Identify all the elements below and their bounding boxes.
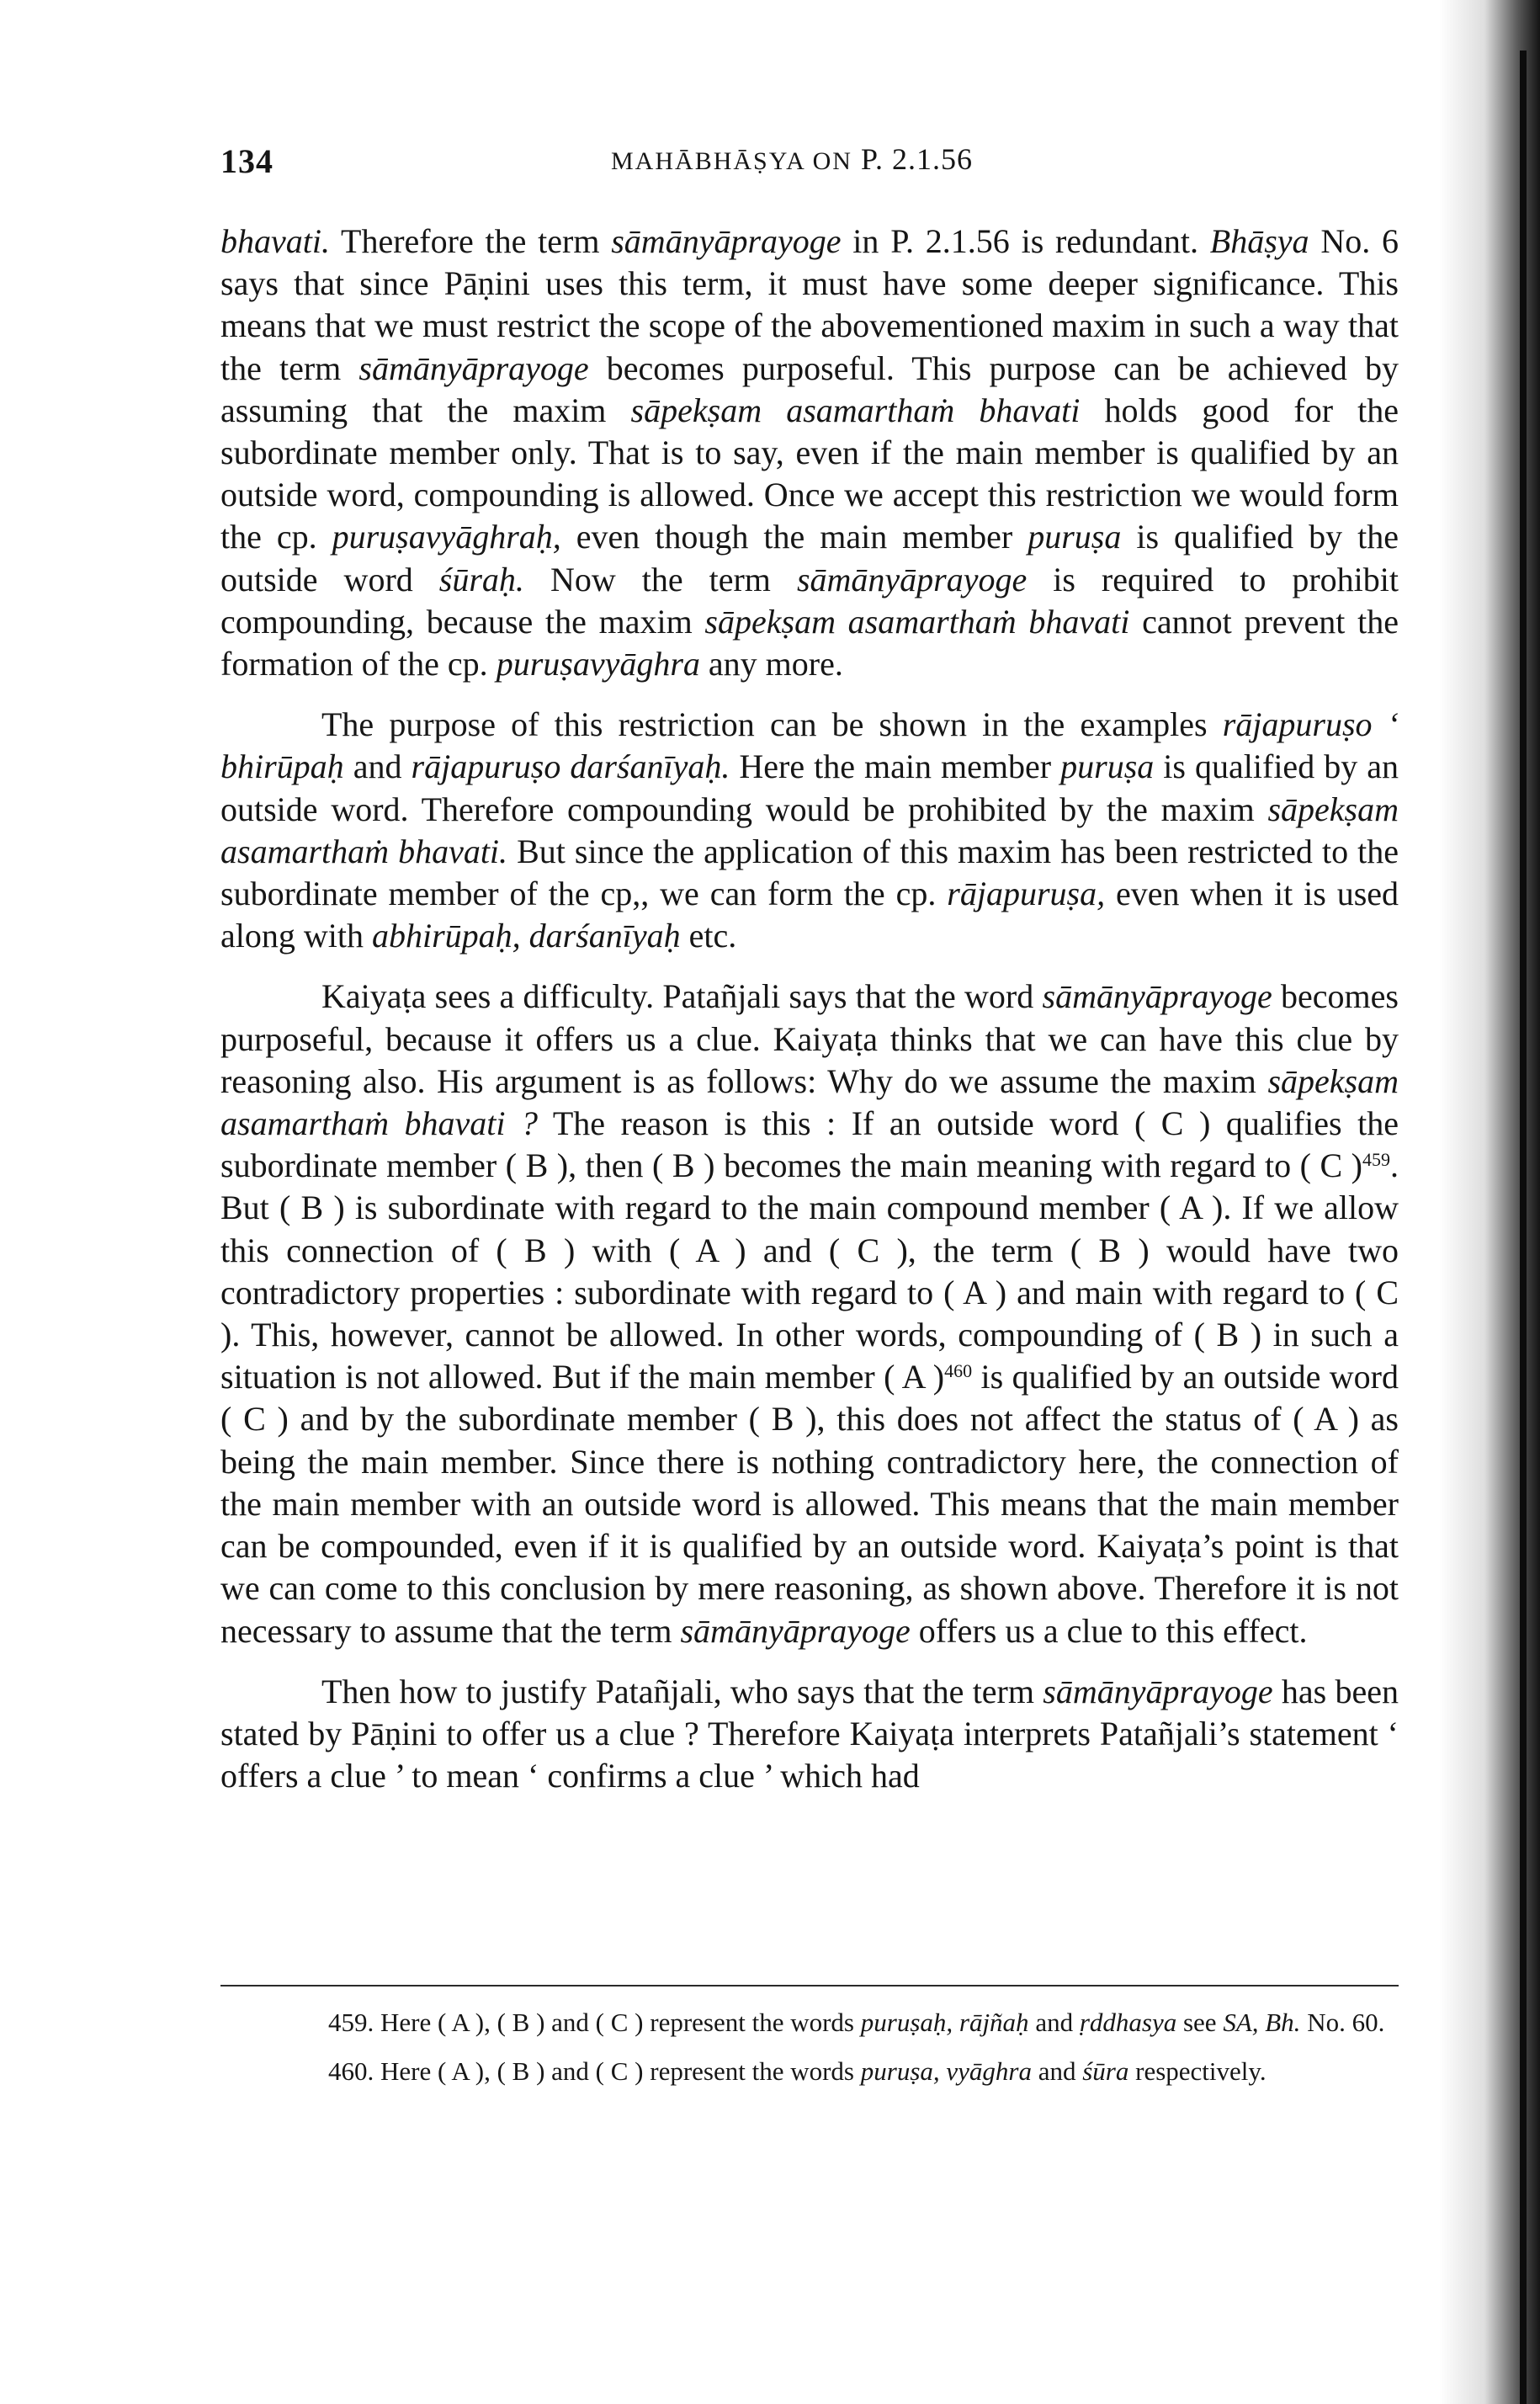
paragraph-4 [220, 1671, 1399, 1798]
text-span: sāmānyāprayoge [611, 222, 842, 260]
text-span: bhavati. [220, 222, 330, 260]
text-span: becomes purposeful. This purpose can be achieved by assuming that the maxim [220, 348, 1399, 429]
footnote-divider [220, 1985, 1399, 1986]
text-span: SA, Bh. [1223, 2008, 1301, 2037]
text-span: Here the main member [730, 747, 1061, 786]
text-span: puruṣaḥ, rājñaḥ [860, 2008, 1029, 2037]
text-span: rājapuruṣa, [947, 875, 1106, 913]
text-span: 459. Here ( A ), ( B ) and ( C ) represent the words [328, 2008, 861, 2037]
text-span: becomes purposeful, because it offers us a clue. Kaiyaṭa thinks that we can have this clue by reasoning also. His argument is as follows: Why do we assume the maxim [220, 977, 1399, 1100]
text-span: Kaiyaṭa sees a difficulty. Patañjali says that the word [321, 977, 1043, 1016]
binding-edge [1520, 51, 1527, 2404]
text-span: puruṣa [1060, 747, 1155, 786]
text-span: puruṣavyāghraḥ, [332, 518, 561, 556]
text-span: see [1176, 2008, 1224, 2037]
text-span: sāpekṣam asamarthaṁ bhavati [630, 391, 1081, 429]
text-span: But since the application of this maxim has been restricted to the subordinate member of the cp,, we can form the cp. [220, 832, 1399, 913]
text-span: offers us a clue to this effect. [910, 1611, 1308, 1650]
text-span: is qualified by the outside word [220, 518, 1399, 598]
text-span: etc. [680, 917, 737, 955]
text-span: sāmānyāprayoge [680, 1611, 911, 1650]
footnote-ref-459[interactable]: 459 [1362, 1149, 1390, 1171]
text-span: any more. [699, 645, 843, 683]
text-span: sāpekṣam asamarthaṁ bhavati. [220, 790, 1399, 870]
text-span: ṛddhasya [1079, 2008, 1177, 2037]
running-head-part: Ā [733, 147, 754, 175]
text-span: is qualified by an outside word ( C ) and by the subordinate member ( B ), this does not affect the status of ( A ) as being the main member. Since there is nothing contradictory here, the connection of the main member with an outside word is allowed. This means that the main member can be compounded, even if it is qualified by an outside word. Kaiyaṭa’s point is that we can come to this conclusion by mere reasoning, as shown above. Therefore it is not necessary to assume that the term [220, 1358, 1399, 1650]
text-span: rājapuruṣo darśanīyaḥ. [411, 747, 730, 786]
text-span: sāmānyāprayoge [1043, 1672, 1273, 1710]
text-span: rājapuruṣo ‘ bhirūpaḥ [220, 705, 1399, 786]
text-span: śūraḥ. [438, 560, 524, 598]
running-head-part: ON [812, 147, 852, 175]
text-span: is qualified by an outside word. Therefore compounding would be prohibited by the maxim [220, 747, 1399, 828]
body-text [220, 221, 1399, 1797]
text-span: even when it is used along with [220, 875, 1399, 955]
text-span: sāpekṣam asamarthaṁ bhavati ? [220, 1061, 1399, 1143]
text-span: sāmānyāprayoge [796, 560, 1028, 598]
paragraph-3 [220, 976, 1399, 1651]
paragraph-1 [220, 221, 1399, 685]
paragraph-2 [220, 704, 1399, 957]
text-span: puruṣa, vyāghra [860, 2056, 1032, 2086]
text-span: Now the term [523, 560, 797, 598]
text-span: sāmānyāprayoge [1042, 977, 1272, 1016]
text-span: and [343, 747, 412, 786]
text-span: . But ( B ) is subordinate with regard to the main compound member ( A ). If we allow this connection of ( B ) with ( A ) and ( C ), the term ( B ) would have two contradictory properties : subordinate with regard to ( A ) and main with regard to ( C ). This, however, cannot be allowed. In other words, compounding of ( B ) in such a situation is not allowed. But if the main member ( A ) [220, 1146, 1399, 1396]
text-span: sāmānyāprayoge [358, 348, 589, 387]
text-span: 460. Here ( A ), ( B ) and ( C ) represent the words [328, 2056, 861, 2086]
text-span: Bhāṣya [1209, 222, 1309, 260]
text-span: and [1031, 2056, 1083, 2086]
footnote-460 [220, 2054, 1399, 2089]
text-span: holds good for the subordinate member only. That is to say, even if the main member is qualified by an outside word, compounding is allowed. Once we accept this restriction we would form the cp. [220, 391, 1399, 556]
text-span: śūra [1082, 2056, 1129, 2086]
text-span: abhirūpaḥ, darśanīyaḥ [371, 917, 681, 955]
running-head-part: Ā [675, 147, 695, 175]
text-span: The reason is this : If an outside word ( C ) qualifies the subordinate member ( B ), then ( B ) becomes the main meaning with regard to ( C ) [220, 1104, 1399, 1185]
text-span: puruṣavyāghra [496, 645, 700, 683]
running-head-part: BH [694, 147, 734, 175]
running-head-part: MAH [611, 147, 676, 175]
text-span: has been stated by Pāṇini to offer us a clue ? Therefore Kaiyaṭa interprets Patañjali’s statement ‘ offers a clue ’ to mean ‘ confirms a clue ’ which had [220, 1672, 1399, 1795]
text-span: Then how to justify Patañjali, who says that the term [321, 1672, 1043, 1710]
text-span: The purpose of this restriction can be shown in the examples [321, 705, 1223, 744]
text-span: respectively. [1128, 2056, 1267, 2086]
text-span: and [1028, 2008, 1080, 2037]
page-number: 134 [220, 142, 273, 180]
text-span: sāpekṣam asamarthaṁ bhavati [704, 602, 1130, 641]
footnote-459 [220, 2005, 1399, 2040]
running-head [611, 141, 973, 177]
footnotes [220, 2005, 1399, 2089]
text-span: even though the main member [560, 518, 1028, 556]
text-span: is required to prohibit compounding, because the maxim [220, 560, 1399, 641]
text-span: in P. 2.1.56 is redundant. [841, 222, 1210, 260]
text-span: No. 60. [1300, 2008, 1385, 2037]
running-head-part: ṢYA [753, 147, 813, 175]
text-span: Therefore the term [329, 222, 612, 260]
footnote-ref-460[interactable]: 460 [944, 1360, 973, 1382]
text-span: No. 6 says that since Pāṇini uses this term, it must have some deeper significance. This means that we must restrict the scope of the abovementioned maxim in such a way that the term [220, 222, 1399, 387]
text-span: puruṣa [1028, 518, 1122, 556]
running-head-part: P. 2.1.56 [852, 142, 973, 176]
text-span: cannot prevent the formation of the cp. [220, 602, 1399, 683]
